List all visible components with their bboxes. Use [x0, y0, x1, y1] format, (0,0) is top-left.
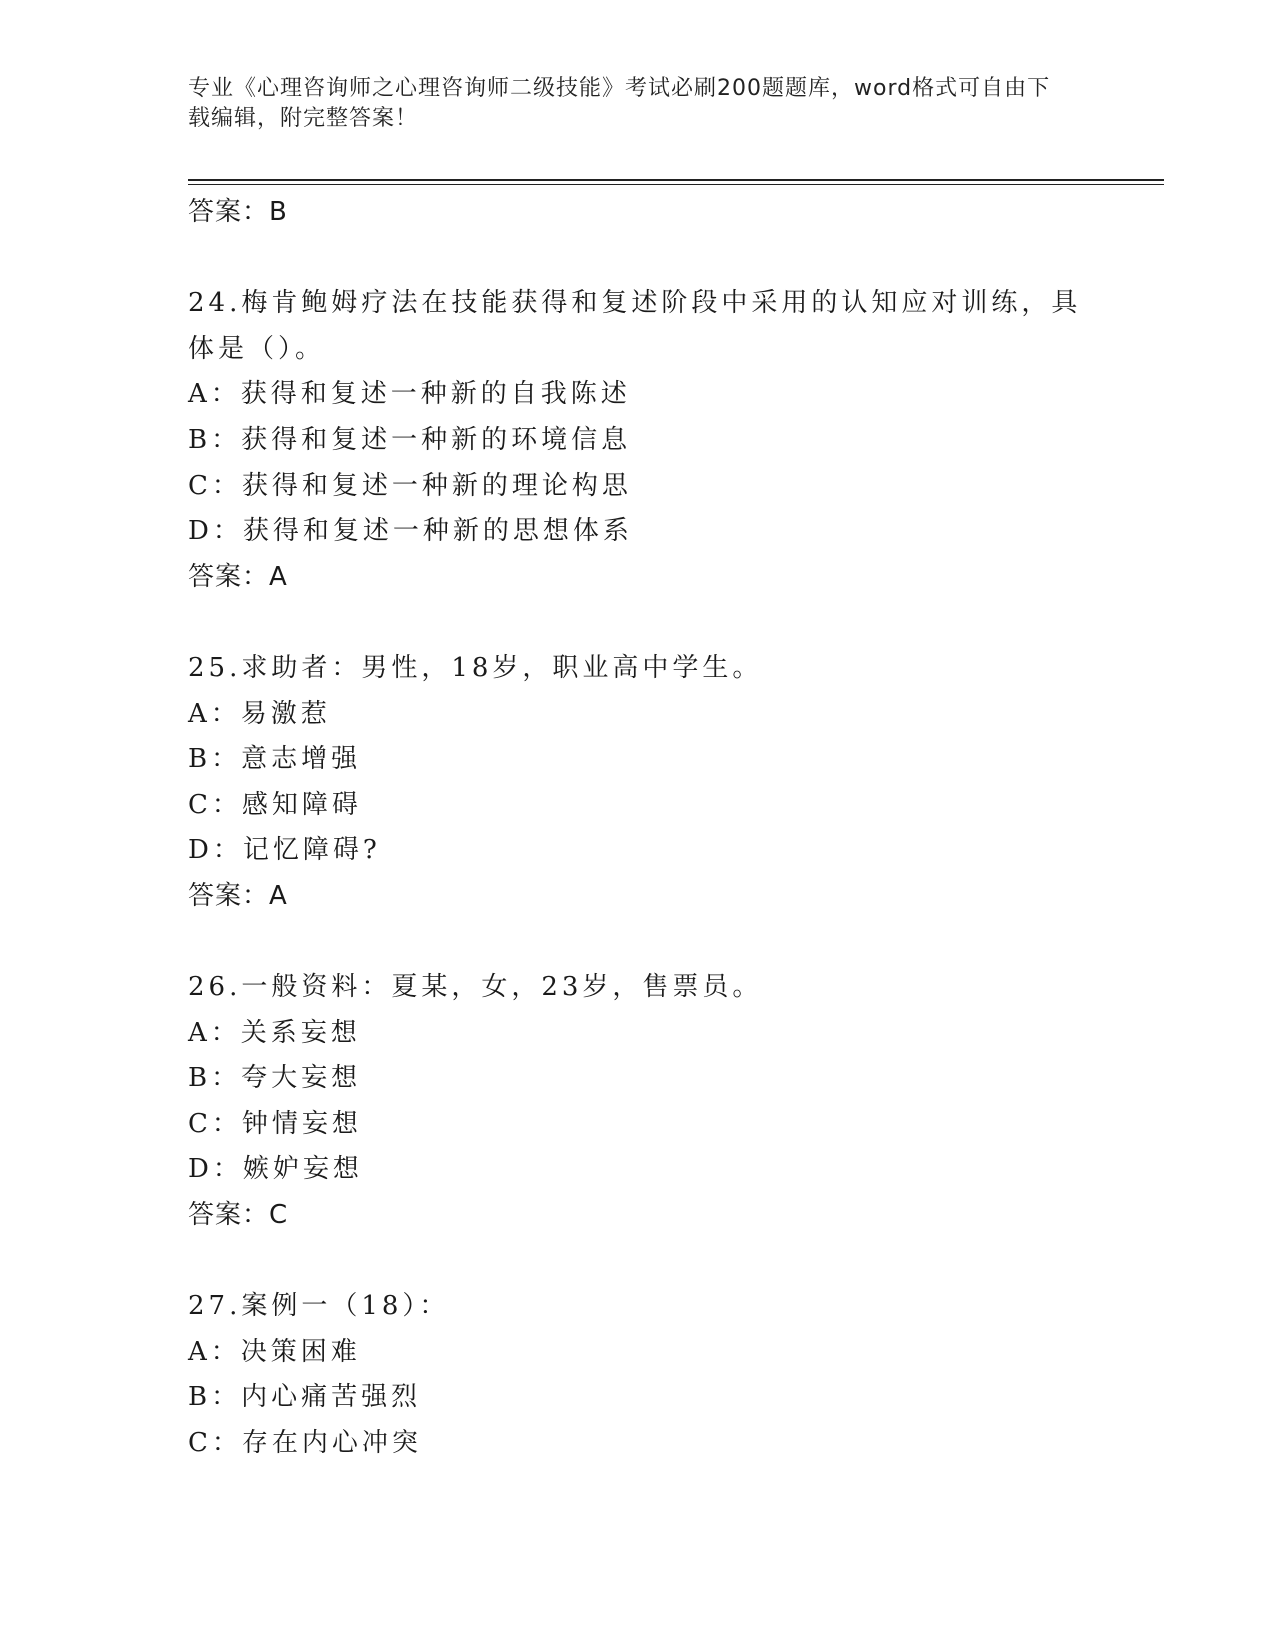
- question-stem: 27.案例一（18）：: [188, 1291, 450, 1322]
- option-a: A：易激惹: [188, 698, 331, 729]
- option-a: A：关系妄想: [188, 1017, 361, 1048]
- option-d: D：记忆障碍?: [188, 835, 381, 866]
- question-block: [188, 965, 1088, 1239]
- question-block: [188, 646, 1088, 920]
- answer-line: 答案：A: [188, 880, 288, 911]
- option-a: A：获得和复述一种新的自我陈述: [188, 379, 631, 410]
- option-c: C：感知障碍: [188, 789, 362, 820]
- option-d: D：嫉妒妄想: [188, 1154, 363, 1185]
- question-block: [188, 1284, 1088, 1466]
- option-c: C：存在内心冲突: [188, 1428, 422, 1459]
- answer-line: 答案：B: [188, 197, 288, 227]
- question-block: [188, 281, 1088, 600]
- document-header: 专业《心理咨询师之心理咨询师二级技能》考试必刷200题题库，word格式可自由下载编辑，附完整答案！: [188, 76, 1051, 131]
- option-d: D：获得和复述一种新的思想体系: [188, 516, 633, 547]
- question-stem: 26.一般资料：夏某，女，23岁，售票员。: [188, 972, 763, 1003]
- answer-line: 答案：C: [188, 1200, 289, 1231]
- option-b: B：夸大妄想: [188, 1063, 362, 1094]
- question-stem: 25.求助者：男性，18岁，职业高中学生。: [188, 652, 763, 683]
- option-b: B：内心痛苦强烈: [188, 1382, 422, 1413]
- header-rule-thin: [188, 184, 1164, 185]
- question-stem: 24.梅肯鲍姆疗法在技能获得和复述阶段中采用的认知应对训练，具体是（）。: [188, 288, 1082, 364]
- document-body: [188, 190, 1088, 1467]
- option-b: B：获得和复述一种新的环境信息: [188, 424, 632, 455]
- option-b: B：意志增强: [188, 744, 362, 775]
- header-rule-thick: [188, 179, 1164, 181]
- option-c: C：获得和复述一种新的理论构思: [188, 470, 632, 501]
- option-a: A：决策困难: [188, 1336, 361, 1367]
- option-c: C：钟情妄想: [188, 1108, 362, 1139]
- answer-line: 答案：A: [188, 561, 288, 592]
